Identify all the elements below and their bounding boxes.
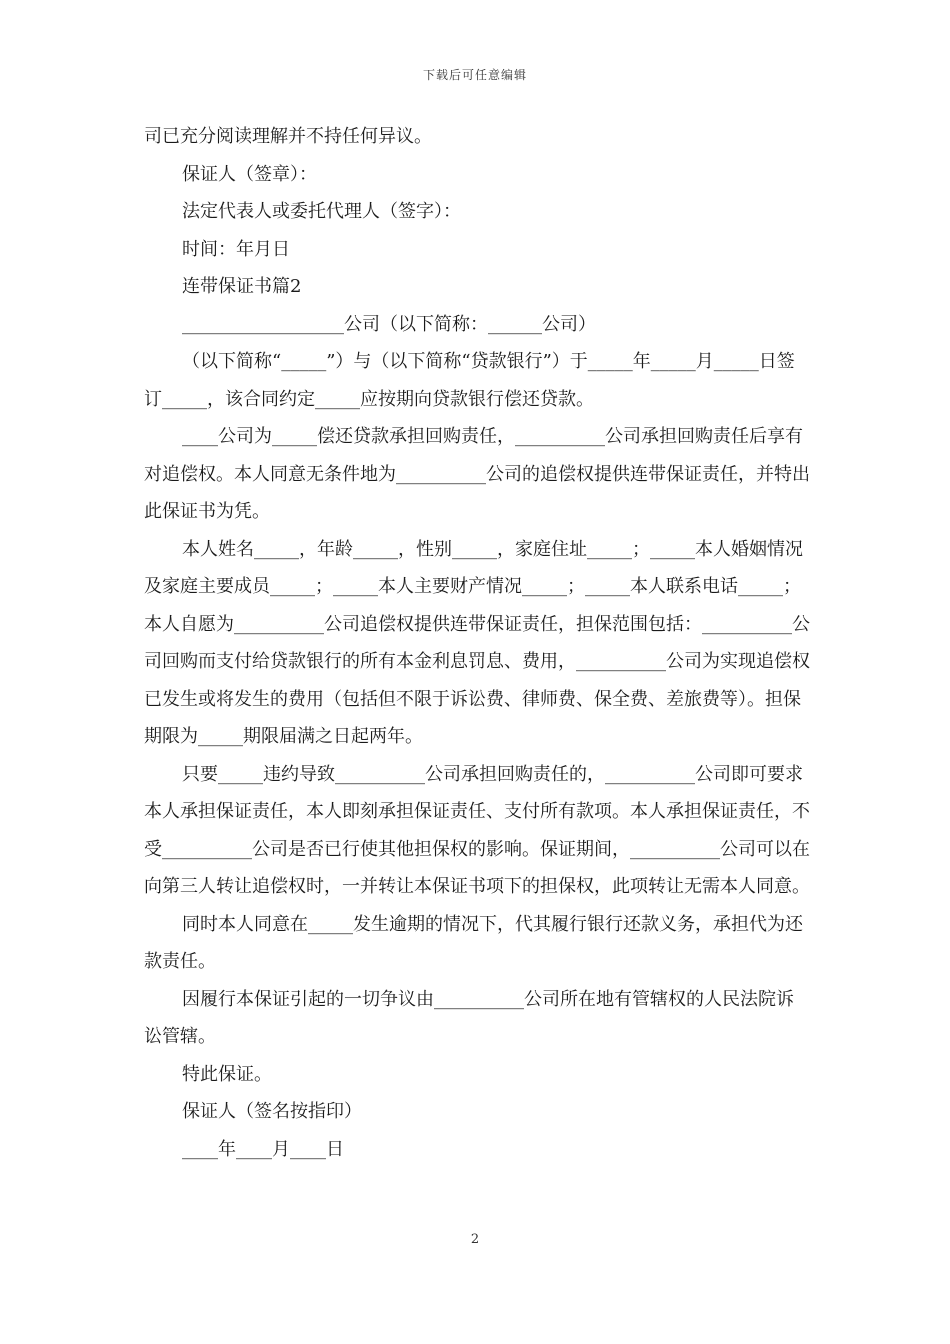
personal-info-paragraph: 本人姓名_____，年龄_____，性别_____，家庭住址_____；_____本人婚姻情况及家庭主要成员_____；_____本人主要财产情况_____；_____本人联系电话_____；本人自愿为__________公司追偿权提供连带保证责任，担保范围包括：__________公司回购而支付给贷款银行的所有本金利息罚息、费用，__________公司为实现追偿权已发生或将发生的费用（包括但不限于诉讼费、律师费、保全费、差旅费等）。担保期限为_____期限届满之日起两年。 bbox=[144, 538, 810, 747]
representative-signature-line: 法定代表人或委托代理人（签字）： bbox=[182, 201, 461, 222]
paragraph-continuation: 司已充分阅读理解并不持任何异议。 bbox=[144, 126, 432, 147]
repurchase-paragraph: ____公司为_____偿还贷款承担回购责任，__________公司承担回购责任后享有对追偿权。本人同意无条件地为__________公司的追偿权提供连带保证责任，并特出此保证书为凭。 bbox=[144, 426, 810, 522]
overdue-paragraph: 同时本人同意在_____发生逾期的情况下，代其履行银行还款义务，承担代为还款责任。 bbox=[144, 913, 803, 972]
date-line: 时间：年月日 bbox=[182, 238, 290, 260]
page-header: 下载后可任意编辑 bbox=[422, 68, 527, 82]
closing-line: 特此保证。 bbox=[182, 1063, 272, 1085]
signing-date-line: ____年____月____日 bbox=[182, 1138, 344, 1160]
company-line: __________________公司（以下简称：______公司） bbox=[182, 313, 596, 335]
section-title: 连带保证书篇2 bbox=[182, 276, 302, 297]
document-body bbox=[144, 118, 810, 1168]
liability-paragraph: 只要_____违约导致__________公司承担回购责任的，__________公司即可要求本人承担保证责任，本人即刻承担保证责任、支付所有款项。本人承担保证责任，不受__________公司是否已行使其他担保权的影响。保证期间，__________公司可以在向第三人转让追偿权时，一并转让本保证书项下的担保权，此项转让无需本人同意。 bbox=[144, 763, 810, 897]
guarantor-sign-line: 保证人（签名按指印） bbox=[182, 1101, 362, 1122]
contract-paragraph: （以下简称“_____”）与（以下简称“贷款银行”）于_____年_____月_____日签订_____，该合同约定_____应按期向贷款银行偿还贷款。 bbox=[144, 351, 795, 410]
dispute-paragraph: 因履行本保证引起的一切争议由__________公司所在地有管辖权的人民法院诉讼管辖。 bbox=[144, 988, 794, 1047]
page-number: 2 bbox=[470, 1232, 480, 1247]
guarantor-seal-line: 保证人（签章）： bbox=[182, 163, 317, 185]
